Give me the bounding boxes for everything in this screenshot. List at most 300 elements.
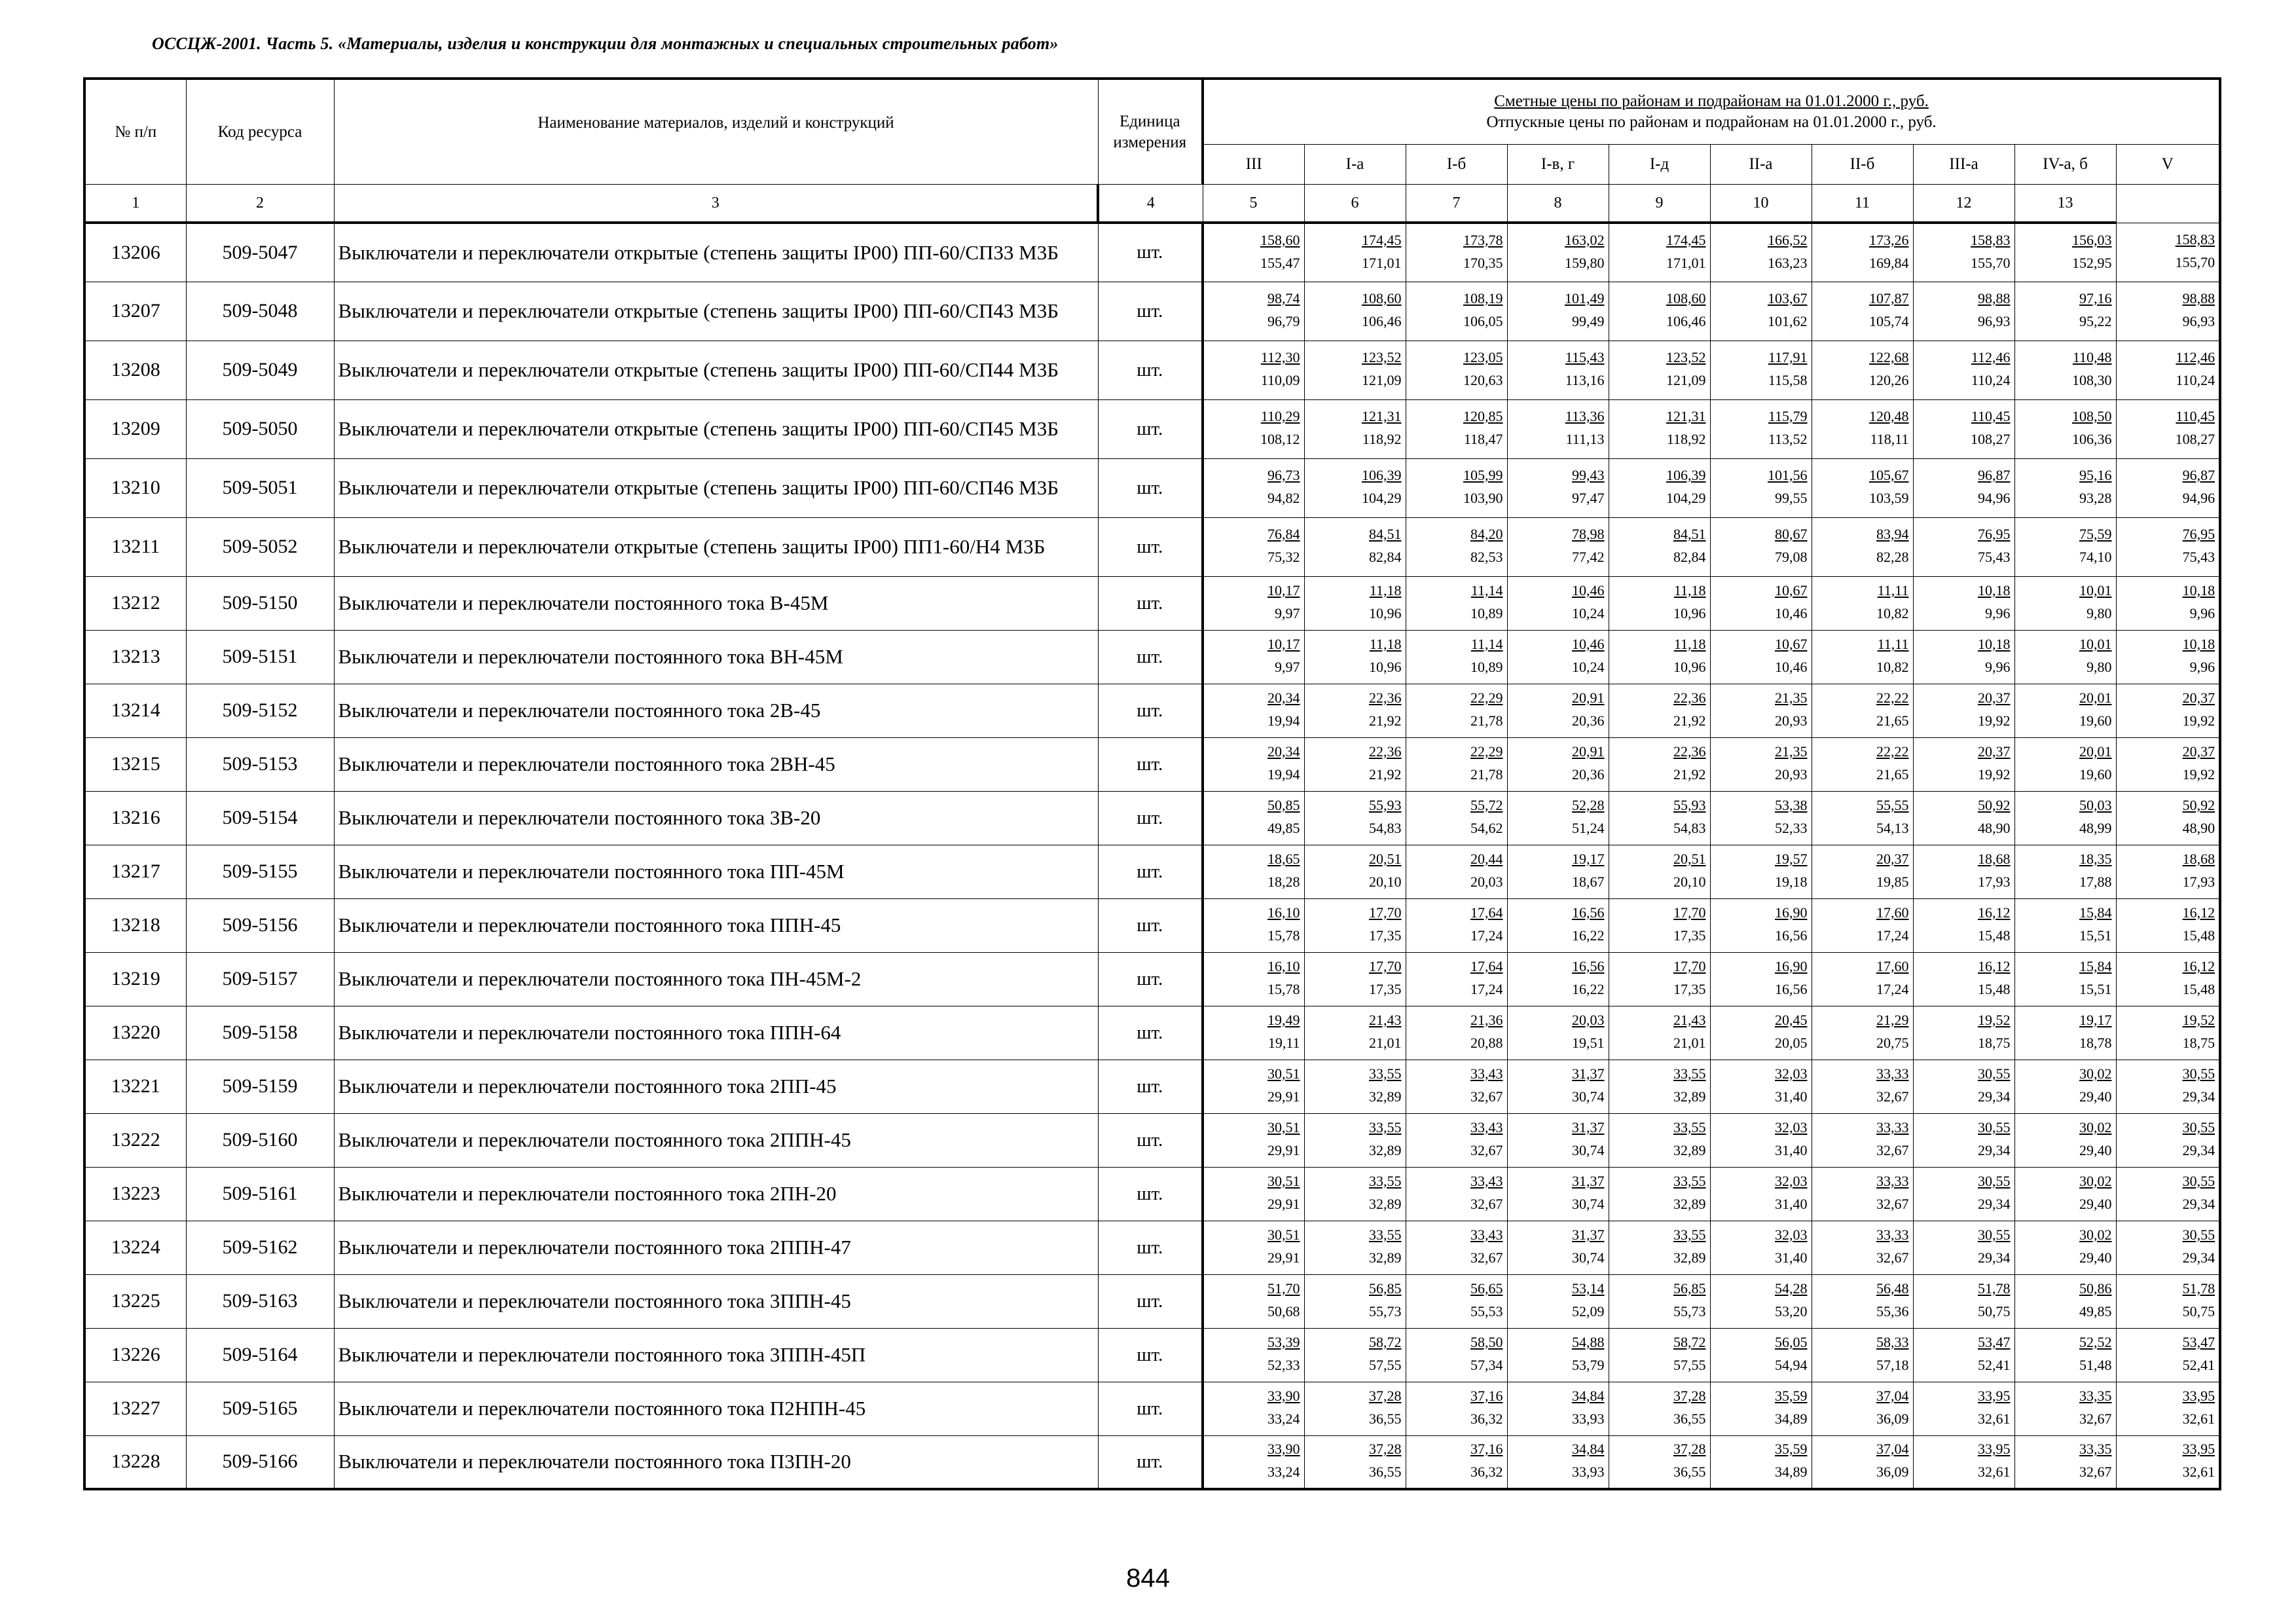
estimate-price: 20,37 <box>1978 690 2011 706</box>
estimate-price: 101,49 <box>1565 290 1605 306</box>
release-price: 19,60 <box>2079 766 2112 783</box>
estimate-price: 31,37 <box>1572 1227 1605 1243</box>
release-price: 29,40 <box>2079 1142 2112 1158</box>
unit-cell: шт. <box>1098 458 1203 517</box>
estimate-price: 30,51 <box>1267 1119 1300 1135</box>
estimate-price: 75,59 <box>2079 526 2112 542</box>
estimate-price: 56,48 <box>1876 1280 1909 1297</box>
price-cell <box>1304 399 1406 458</box>
unit-cell: шт. <box>1098 1382 1203 1435</box>
release-price: 15,48 <box>2182 981 2215 997</box>
release-price: 33,24 <box>1267 1464 1300 1481</box>
price-cell <box>1406 952 1507 1006</box>
price-cell <box>1710 1274 1812 1328</box>
material-name: Выключатели и переключатели постоянного тока ВН-45М <box>334 630 1098 684</box>
release-price: 32,89 <box>1673 1142 1706 1158</box>
release-price: 17,93 <box>2182 874 2215 890</box>
release-price: 21,92 <box>1673 712 1706 729</box>
resource-code: 509-5150 <box>186 576 334 630</box>
release-price: 55,53 <box>1470 1303 1503 1320</box>
release-price: 19,92 <box>1978 766 2011 783</box>
release-price: 16,22 <box>1572 927 1605 944</box>
release-price: 29,34 <box>2182 1088 2215 1105</box>
release-price: 53,79 <box>1572 1357 1605 1373</box>
estimate-price: 20,34 <box>1267 743 1300 760</box>
price-cell <box>1913 952 2014 1006</box>
estimate-price: 16,10 <box>1267 904 1300 921</box>
estimate-price: 30,55 <box>2182 1173 2215 1189</box>
estimate-price: 54,28 <box>1775 1280 1808 1297</box>
estimate-price: 20,37 <box>1978 743 2011 760</box>
price-cell <box>1406 898 1507 952</box>
price-cell <box>1304 737 1406 791</box>
price-cell <box>1406 737 1507 791</box>
estimate-price: 21,36 <box>1470 1012 1503 1028</box>
release-price: 115,58 <box>1768 372 1808 388</box>
material-name: Выключатели и переключатели постоянного тока 2ВН-45 <box>334 737 1098 791</box>
price-cell <box>2014 399 2116 458</box>
release-price: 53,20 <box>1775 1303 1808 1320</box>
price-cell <box>2116 1167 2220 1221</box>
table-body <box>84 223 2220 1489</box>
price-cell <box>1203 576 1304 630</box>
price-cell <box>2014 1006 2116 1060</box>
price-cell <box>1507 1006 1609 1060</box>
unit-cell: шт. <box>1098 576 1203 630</box>
estimate-price: 58,72 <box>1673 1334 1706 1350</box>
release-price: 21,01 <box>1673 1035 1706 1051</box>
price-table <box>83 77 2221 1490</box>
price-cell <box>1507 1167 1609 1221</box>
release-price: 96,93 <box>2182 313 2215 329</box>
price-cell <box>1609 737 1710 791</box>
price-cell <box>1609 684 1710 737</box>
price-cell <box>2014 898 2116 952</box>
estimate-price: 33,95 <box>2182 1388 2215 1404</box>
release-price: 106,46 <box>1666 313 1706 329</box>
price-cell <box>1710 630 1812 684</box>
release-price: 10,96 <box>1673 659 1706 675</box>
price-cell <box>1913 1221 2014 1274</box>
estimate-price: 18,65 <box>1267 851 1300 867</box>
release-price: 32,67 <box>1470 1142 1503 1158</box>
column-number-cell: 13 <box>2014 185 2116 223</box>
release-price: 21,78 <box>1470 766 1503 783</box>
table-row <box>84 684 2220 737</box>
estimate-price: 52,28 <box>1572 797 1605 813</box>
price-cell <box>1304 1167 1406 1221</box>
release-price: 36,55 <box>1673 1464 1706 1481</box>
release-price: 74,10 <box>2079 549 2112 565</box>
resource-code: 509-5161 <box>186 1167 334 1221</box>
price-cell <box>2116 1274 2220 1328</box>
release-price: 19,60 <box>2079 712 2112 729</box>
region-header-cell: III <box>1203 145 1304 185</box>
unit-cell: шт. <box>1098 1435 1203 1489</box>
release-price: 9,96 <box>2189 659 2215 675</box>
price-cell <box>1812 223 1913 282</box>
price-cell <box>2116 282 2220 341</box>
price-cell <box>1609 1274 1710 1328</box>
estimate-price: 33,95 <box>1978 1388 2011 1404</box>
estimate-price: 17,60 <box>1876 958 1909 974</box>
release-price: 33,24 <box>1267 1411 1300 1427</box>
price-cell <box>1507 399 1609 458</box>
price-cell <box>2014 952 2116 1006</box>
row-number: 13216 <box>84 791 186 845</box>
estimate-price: 22,36 <box>1369 743 1402 760</box>
estimate-price: 37,28 <box>1369 1441 1402 1458</box>
estimate-price: 121,31 <box>1666 408 1706 424</box>
price-cell <box>1812 684 1913 737</box>
price-cell <box>1609 1328 1710 1382</box>
estimate-price: 76,84 <box>1267 526 1300 542</box>
price-cell <box>1609 517 1710 576</box>
release-price: 29,91 <box>1267 1142 1300 1158</box>
estimate-price: 31,37 <box>1572 1173 1605 1189</box>
estimate-price: 120,48 <box>1869 408 1909 424</box>
estimate-price: 96,87 <box>1978 467 2011 483</box>
estimate-price: 22,36 <box>1673 743 1706 760</box>
release-price: 17,35 <box>1369 927 1402 944</box>
header-unit-line2: измерения <box>1113 133 1187 151</box>
estimate-price: 30,55 <box>2182 1119 2215 1135</box>
estimate-price: 158,60 <box>1260 231 1300 248</box>
release-price: 17,24 <box>1876 981 1909 997</box>
column-number-cell: 1 <box>84 185 186 223</box>
price-cell <box>1507 952 1609 1006</box>
release-price: 29,34 <box>1978 1249 2011 1266</box>
price-cell <box>1913 1435 2014 1489</box>
release-price: 16,22 <box>1572 981 1605 997</box>
price-cell <box>1203 684 1304 737</box>
estimate-price: 33,55 <box>1369 1065 1402 1082</box>
release-price: 18,75 <box>1978 1035 2011 1051</box>
estimate-price: 22,22 <box>1876 743 1909 760</box>
header-prices-estimate: Сметные цены по районам и подрайонам на 01.01.2000 г., руб. <box>1494 92 1929 110</box>
estimate-price: 30,02 <box>2079 1065 2112 1082</box>
price-cell <box>1710 684 1812 737</box>
estimate-price: 52,52 <box>2079 1334 2112 1350</box>
estimate-price: 21,43 <box>1673 1012 1706 1028</box>
estimate-price: 33,43 <box>1470 1173 1503 1189</box>
estimate-price: 84,51 <box>1673 526 1706 542</box>
estimate-price: 51,78 <box>1978 1280 2011 1297</box>
release-price: 94,96 <box>1978 490 2011 506</box>
price-cell <box>1710 1060 1812 1113</box>
material-name: Выключатели и переключатели постоянного тока 2ПП-45 <box>334 1060 1098 1113</box>
release-price: 19,18 <box>1775 874 1808 890</box>
estimate-price: 16,90 <box>1775 904 1808 921</box>
estimate-price: 83,94 <box>1876 526 1909 542</box>
release-price: 99,49 <box>1572 313 1605 329</box>
release-price: 110,24 <box>2176 372 2215 388</box>
price-cell <box>1203 952 1304 1006</box>
estimate-price: 106,39 <box>1362 467 1402 483</box>
release-price: 20,03 <box>1470 874 1503 890</box>
estimate-price: 17,70 <box>1369 904 1402 921</box>
release-price: 82,28 <box>1876 549 1909 565</box>
release-price: 20,05 <box>1775 1035 1808 1051</box>
estimate-price: 10,46 <box>1572 582 1605 599</box>
release-price: 32,89 <box>1673 1249 1706 1266</box>
price-cell <box>1913 1113 2014 1167</box>
release-price: 29,91 <box>1267 1196 1300 1212</box>
estimate-price: 123,52 <box>1666 349 1706 365</box>
unit-cell: шт. <box>1098 517 1203 576</box>
estimate-price: 50,85 <box>1267 797 1300 813</box>
table-row <box>84 282 2220 341</box>
unit-cell: шт. <box>1098 282 1203 341</box>
price-cell <box>1812 576 1913 630</box>
unit-cell: шт. <box>1098 1221 1203 1274</box>
price-cell <box>1203 399 1304 458</box>
table-row <box>84 898 2220 952</box>
price-cell <box>1609 1382 1710 1435</box>
table-row <box>84 1221 2220 1274</box>
estimate-price: 33,43 <box>1470 1119 1503 1135</box>
price-cell <box>2014 223 2116 282</box>
estimate-price: 174,45 <box>1362 231 1402 248</box>
estimate-price: 84,51 <box>1369 526 1402 542</box>
price-cell <box>1913 223 2014 282</box>
estimate-price: 56,05 <box>1775 1334 1808 1350</box>
region-header-cell: I-б <box>1406 145 1507 185</box>
price-cell <box>1507 1060 1609 1113</box>
price-cell <box>1710 1382 1812 1435</box>
header-prices <box>1203 79 2220 145</box>
price-cell <box>2116 737 2220 791</box>
release-price: 21,92 <box>1673 766 1706 783</box>
price-cell <box>1304 1060 1406 1113</box>
estimate-price: 32,03 <box>1775 1227 1808 1243</box>
price-cell <box>2116 1382 2220 1435</box>
price-cell <box>2014 845 2116 898</box>
price-cell <box>1507 223 1609 282</box>
estimate-price: 30,02 <box>2079 1227 2112 1243</box>
release-price: 10,89 <box>1470 605 1503 621</box>
estimate-price: 56,65 <box>1470 1280 1503 1297</box>
price-cell <box>1812 1382 1913 1435</box>
release-price: 36,55 <box>1369 1411 1402 1427</box>
resource-code: 509-5152 <box>186 684 334 737</box>
price-cell <box>2116 1060 2220 1113</box>
price-cell <box>1507 1328 1609 1382</box>
release-price: 113,52 <box>1768 431 1808 447</box>
estimate-price: 103,67 <box>1768 290 1808 306</box>
table-row <box>84 630 2220 684</box>
price-cell <box>2116 1006 2220 1060</box>
estimate-price: 33,35 <box>2079 1441 2112 1458</box>
estimate-price: 16,12 <box>2182 958 2215 974</box>
release-price: 36,09 <box>1876 1411 1909 1427</box>
price-cell <box>2116 1221 2220 1274</box>
price-cell <box>2116 791 2220 845</box>
release-price: 10,46 <box>1775 605 1808 621</box>
estimate-price: 19,17 <box>1572 851 1605 867</box>
price-cell <box>1710 737 1812 791</box>
release-price: 15,78 <box>1267 927 1300 944</box>
price-cell <box>1913 1382 2014 1435</box>
price-cell <box>1507 898 1609 952</box>
estimate-price: 20,91 <box>1572 690 1605 706</box>
release-price: 75,32 <box>1267 549 1300 565</box>
price-cell <box>1609 791 1710 845</box>
price-cell <box>1304 952 1406 1006</box>
estimate-price: 20,01 <box>2079 690 2112 706</box>
table-row <box>84 1167 2220 1221</box>
price-cell <box>1710 458 1812 517</box>
price-cell <box>1710 341 1812 399</box>
table-row <box>84 1382 2220 1435</box>
estimate-price: 112,46 <box>2176 349 2215 365</box>
estimate-price: 110,48 <box>2072 349 2112 365</box>
unit-cell: шт. <box>1098 1167 1203 1221</box>
release-price: 19,92 <box>2182 766 2215 783</box>
table-row <box>84 1328 2220 1382</box>
release-price: 9,80 <box>2086 659 2112 675</box>
unit-cell: шт. <box>1098 791 1203 845</box>
row-number: 13214 <box>84 684 186 737</box>
estimate-price: 112,30 <box>1260 349 1300 365</box>
price-cell <box>1710 399 1812 458</box>
price-cell <box>2116 576 2220 630</box>
release-price: 108,12 <box>1260 431 1300 447</box>
row-number: 13215 <box>84 737 186 791</box>
estimate-price: 11,18 <box>1673 636 1706 652</box>
estimate-price: 10,67 <box>1775 582 1808 599</box>
row-number: 13221 <box>84 1060 186 1113</box>
price-cell <box>1406 223 1507 282</box>
unit-cell: шт. <box>1098 952 1203 1006</box>
release-price: 34,89 <box>1775 1411 1808 1427</box>
unit-cell: шт. <box>1098 1113 1203 1167</box>
estimate-price: 10,17 <box>1267 582 1300 599</box>
price-cell <box>1203 458 1304 517</box>
estimate-price: 32,03 <box>1775 1173 1808 1189</box>
estimate-price: 33,43 <box>1470 1065 1503 1082</box>
price-cell <box>1304 1382 1406 1435</box>
release-price: 20,10 <box>1673 874 1706 890</box>
material-name: Выключатели и переключатели постоянного тока ПН-45М-2 <box>334 952 1098 1006</box>
table-row <box>84 1113 2220 1167</box>
material-name: Выключатели и переключатели постоянного тока П3ПН-20 <box>334 1435 1098 1489</box>
estimate-price: 16,12 <box>2182 904 2215 921</box>
release-price: 106,36 <box>2072 431 2112 447</box>
price-cell <box>1406 458 1507 517</box>
release-price: 111,13 <box>1565 431 1605 447</box>
region-header-cell: IV-а, б <box>2014 145 2116 185</box>
price-cell <box>1609 1060 1710 1113</box>
estimate-price: 54,88 <box>1572 1334 1605 1350</box>
price-cell <box>1913 517 2014 576</box>
price-cell <box>1304 1113 1406 1167</box>
estimate-price: 35,59 <box>1775 1388 1808 1404</box>
price-cell <box>2116 1113 2220 1167</box>
release-price: 75,43 <box>1978 549 2011 565</box>
release-price: 19,92 <box>2182 712 2215 729</box>
price-cell <box>1304 458 1406 517</box>
release-price: 82,84 <box>1673 549 1706 565</box>
release-price: 155,70 <box>2175 254 2215 270</box>
price-cell <box>1710 791 1812 845</box>
estimate-price: 106,39 <box>1666 467 1706 483</box>
release-price: 94,82 <box>1267 490 1300 506</box>
table-row <box>84 1274 2220 1328</box>
release-price: 32,67 <box>1876 1088 1909 1105</box>
price-cell <box>1710 845 1812 898</box>
estimate-price: 37,16 <box>1470 1388 1503 1404</box>
estimate-price: 34,84 <box>1572 1388 1605 1404</box>
estimate-price: 98,88 <box>2182 290 2215 306</box>
resource-code: 509-5164 <box>186 1328 334 1382</box>
estimate-price: 33,55 <box>1369 1119 1402 1135</box>
price-cell <box>1609 576 1710 630</box>
release-price: 32,67 <box>1876 1196 1909 1212</box>
price-cell <box>2014 1221 2116 1274</box>
estimate-price: 37,16 <box>1470 1441 1503 1458</box>
release-price: 30,74 <box>1572 1196 1605 1212</box>
estimate-price: 37,28 <box>1369 1388 1402 1404</box>
table-row <box>84 341 2220 399</box>
price-cell <box>1710 898 1812 952</box>
release-price: 169,84 <box>1869 254 1909 271</box>
price-cell <box>1913 845 2014 898</box>
price-cell <box>1406 1382 1507 1435</box>
price-cell <box>1507 684 1609 737</box>
price-cell <box>1609 1167 1710 1221</box>
estimate-price: 58,33 <box>1876 1334 1909 1350</box>
estimate-price: 15,84 <box>2079 958 2112 974</box>
estimate-price: 166,52 <box>1768 231 1808 248</box>
estimate-price: 50,03 <box>2079 797 2112 813</box>
release-price: 103,90 <box>1463 490 1503 506</box>
column-number-row <box>84 185 2220 223</box>
unit-cell: шт. <box>1098 223 1203 282</box>
release-price: 9,97 <box>1275 659 1300 675</box>
release-price: 32,67 <box>1470 1088 1503 1105</box>
table-row <box>84 223 2220 282</box>
row-number: 13222 <box>84 1113 186 1167</box>
estimate-price: 110,45 <box>2176 408 2215 424</box>
release-price: 30,74 <box>1572 1249 1605 1266</box>
release-price: 10,24 <box>1572 659 1605 675</box>
release-price: 155,47 <box>1260 254 1300 271</box>
release-price: 10,96 <box>1673 605 1706 621</box>
price-cell <box>1304 1221 1406 1274</box>
estimate-price: 34,84 <box>1572 1441 1605 1458</box>
row-number: 13226 <box>84 1328 186 1382</box>
release-price: 36,55 <box>1673 1411 1706 1427</box>
estimate-price: 173,78 <box>1463 231 1503 248</box>
estimate-price: 33,90 <box>1267 1388 1300 1404</box>
estimate-price: 98,74 <box>1267 290 1300 306</box>
release-price: 32,89 <box>1369 1196 1402 1212</box>
release-price: 106,46 <box>1362 313 1402 329</box>
estimate-price: 56,85 <box>1369 1280 1402 1297</box>
price-cell <box>1406 1221 1507 1274</box>
release-price: 49,85 <box>1267 820 1300 836</box>
estimate-price: 123,05 <box>1463 349 1503 365</box>
estimate-price: 17,64 <box>1470 904 1503 921</box>
price-cell <box>1507 282 1609 341</box>
release-price: 118,92 <box>1362 431 1402 447</box>
estimate-price: 117,91 <box>1768 349 1808 365</box>
price-cell <box>1609 1113 1710 1167</box>
release-price: 9,80 <box>2086 605 2112 621</box>
release-price: 121,09 <box>1666 372 1706 388</box>
price-cell <box>1609 458 1710 517</box>
